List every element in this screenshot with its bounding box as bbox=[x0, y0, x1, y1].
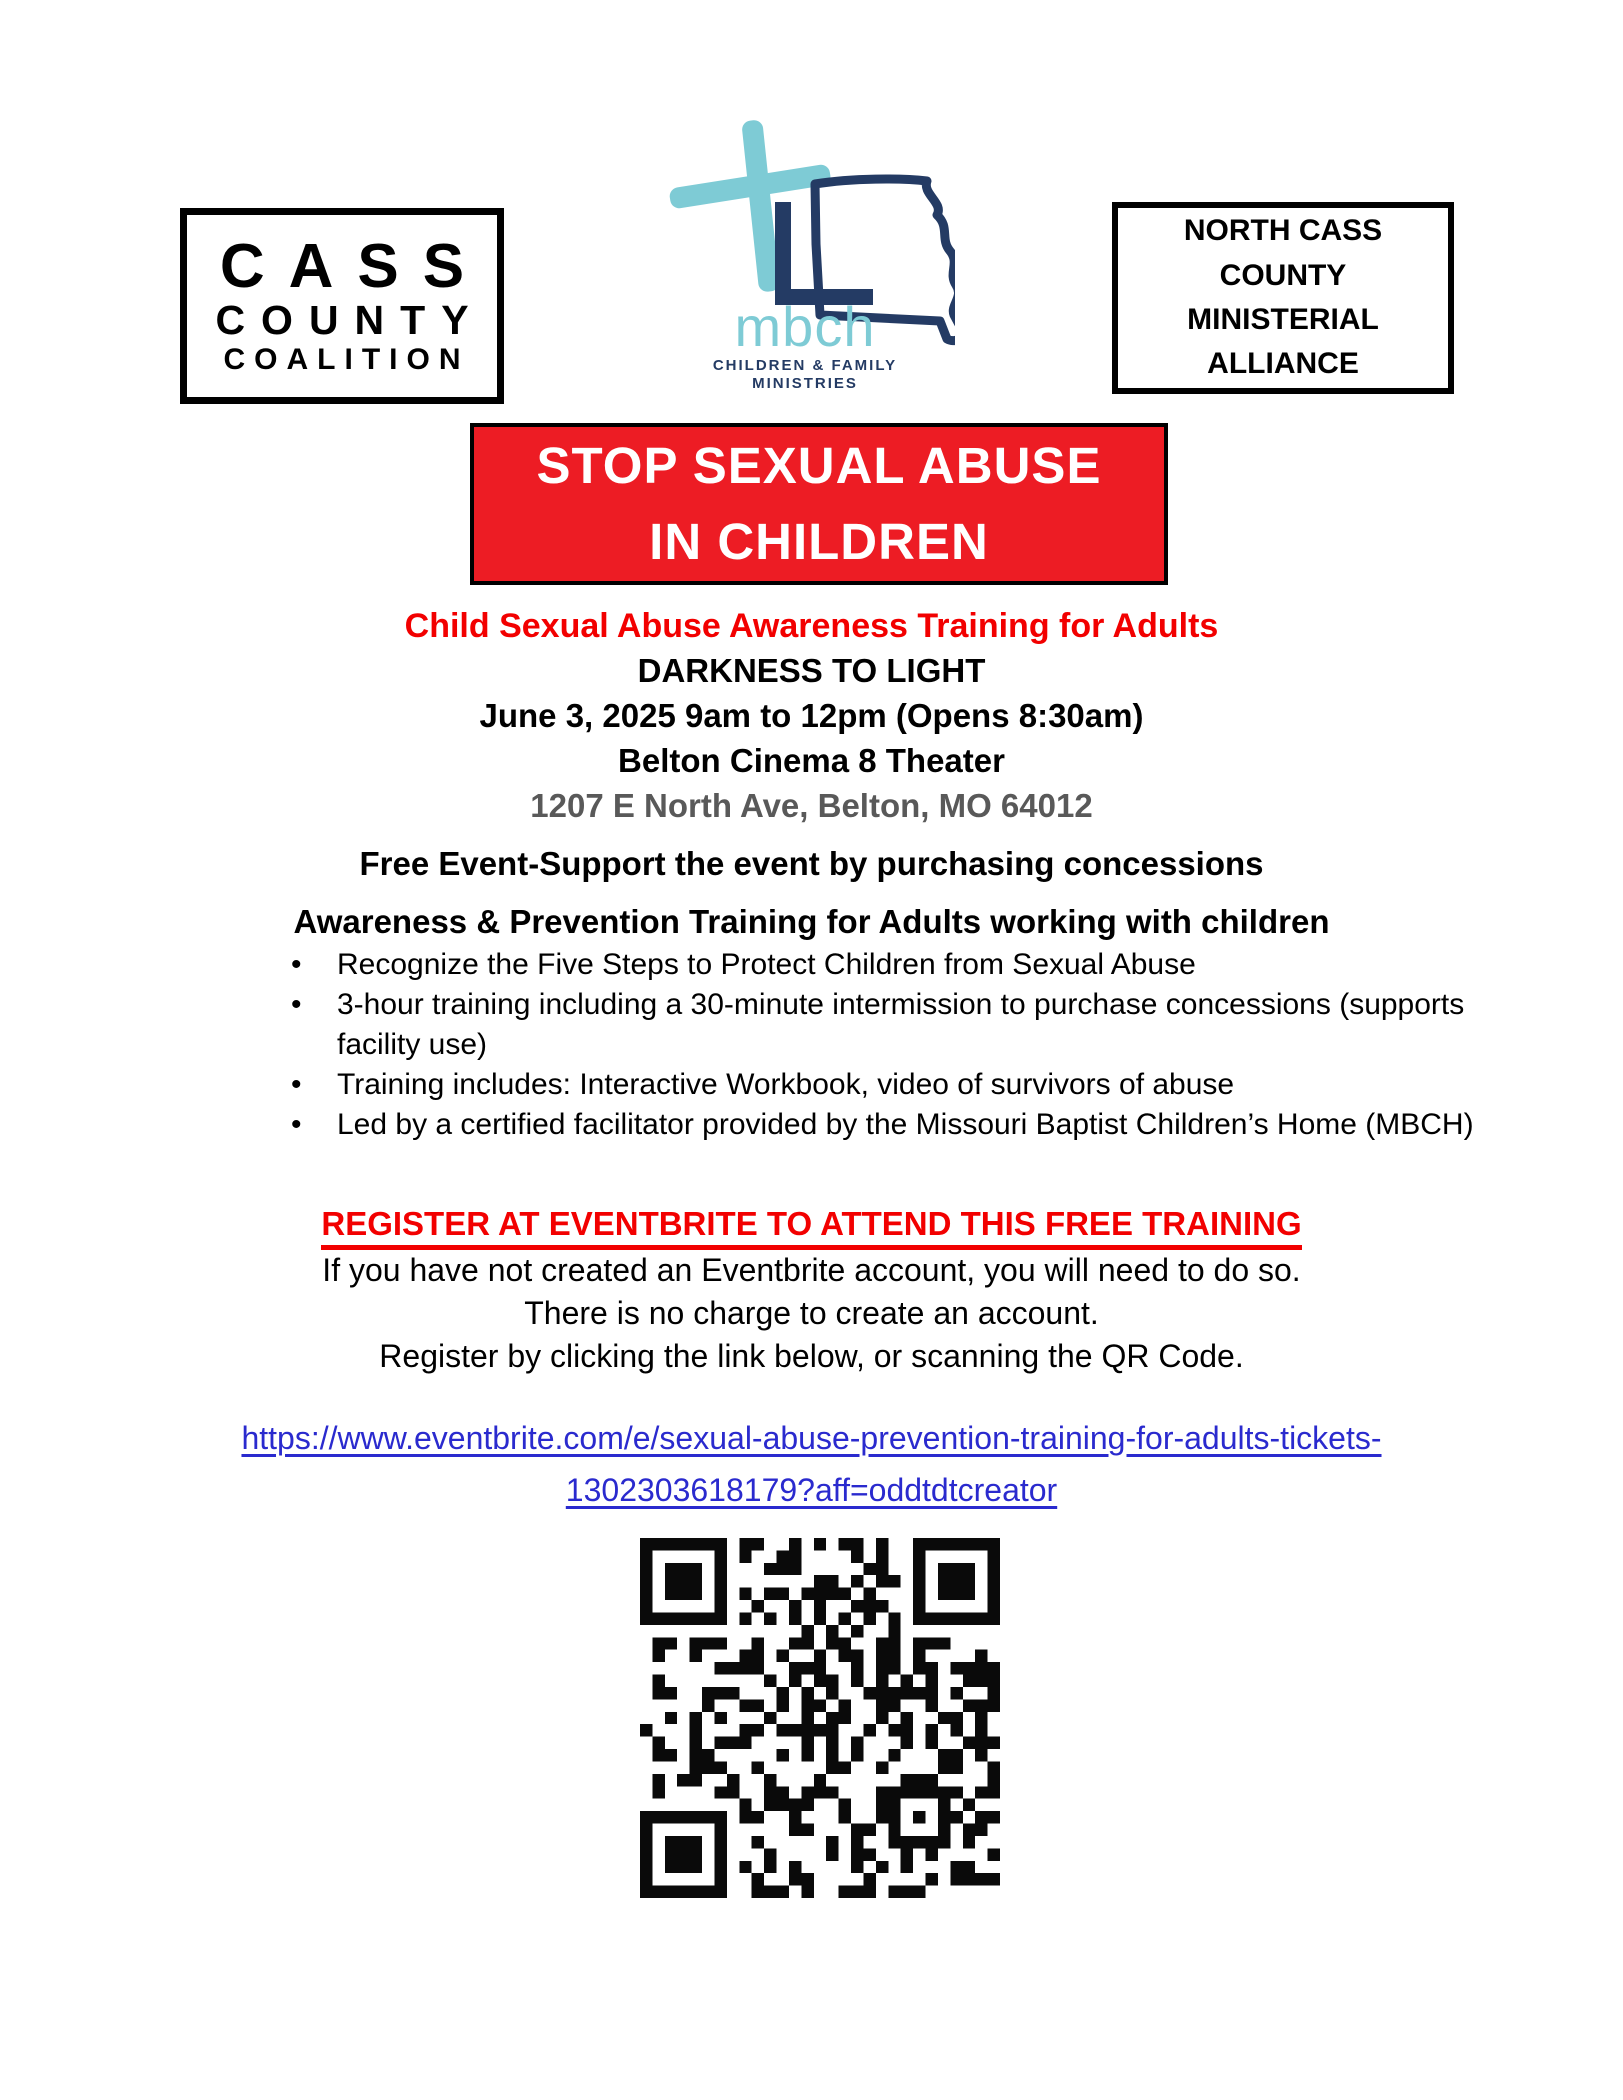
ncma-line3: MINISTERIAL bbox=[1187, 303, 1379, 336]
mbch-wordmark: mbch bbox=[734, 295, 876, 358]
program-name: DARKNESS TO LIGHT bbox=[637, 652, 986, 689]
register-instruction-1: If you have not created an Eventbrite account, you will need to do so. bbox=[322, 1252, 1301, 1288]
banner-line1: STOP SEXUAL ABUSE bbox=[536, 437, 1102, 494]
cass-logo-line3: COALITION bbox=[223, 342, 470, 376]
cass-logo-line1: CASS bbox=[219, 232, 489, 301]
mbch-subline1: CHILDREN & FAMILY bbox=[712, 357, 898, 374]
ncma-line4: ALLIANCE bbox=[1207, 347, 1359, 381]
eventbrite-link-line1[interactable]: https://www.eventbrite.com/e/sexual-abuse-prevention-training-for-adults-tickets- bbox=[241, 1420, 1382, 1456]
details-bullet-list bbox=[285, 945, 1475, 1145]
register-instruction-2: There is no charge to create an account. bbox=[524, 1295, 1099, 1331]
free-event-note: Free Event-Support the event by purchasing concessions bbox=[359, 845, 1264, 882]
mbch-bracket-shape bbox=[783, 202, 873, 297]
subtitle: Child Sexual Abuse Awareness Training for Adults bbox=[404, 607, 1219, 645]
qr-code-image bbox=[640, 1538, 1000, 1898]
cass-county-coalition-logo bbox=[180, 208, 504, 404]
banner-line2: IN CHILDREN bbox=[649, 513, 989, 570]
cass-logo-line2: COUNTY bbox=[215, 297, 485, 344]
eventbrite-link-line2[interactable]: 1302303618179?aff=oddtdtcreator bbox=[565, 1472, 1058, 1508]
bullet-item: • 3-hour training including a 30-minute intermission to purchase concessions (supports facility use) bbox=[285, 985, 1475, 1065]
bullet-item: • Led by a certified facilitator provided by the Missouri Baptist Children’s Home (MBCH) bbox=[285, 1105, 1475, 1145]
details-heading: Awareness & Prevention Training for Adults working with children bbox=[293, 903, 1330, 940]
ncma-line1: NORTH CASS bbox=[1183, 214, 1383, 248]
bullet-item: • Recognize the Five Steps to Protect Children from Sexual Abuse bbox=[285, 945, 1475, 985]
qr-code-graphic bbox=[640, 1538, 1000, 1898]
event-datetime: June 3, 2025 9am to 12pm (Opens 8:30am) bbox=[479, 697, 1144, 734]
cross-icon bbox=[668, 119, 831, 292]
ministerial-alliance-box bbox=[1112, 202, 1454, 394]
mbch-subline2: MINISTRIES bbox=[752, 375, 858, 392]
event-address: 1207 E North Ave, Belton, MO 64012 bbox=[530, 787, 1093, 824]
event-venue: Belton Cinema 8 Theater bbox=[618, 742, 1005, 779]
register-headline-text: REGISTER AT EVENTBRITE TO ATTEND THIS FREE TRAINING bbox=[321, 1205, 1301, 1250]
register-headline bbox=[0, 1205, 1623, 1243]
ncma-line2: COUNTY bbox=[1219, 258, 1347, 292]
bullet-item: • Training includes: Interactive Workbook, video of survivors of abuse bbox=[285, 1065, 1475, 1105]
mbch-logo-graphic bbox=[655, 114, 955, 398]
register-instruction-3: Register by clicking the link below, or scanning the QR Code. bbox=[379, 1338, 1244, 1374]
mbch-logo bbox=[655, 114, 955, 398]
title-banner bbox=[470, 423, 1168, 585]
eventbrite-link[interactable] bbox=[0, 1412, 1623, 1516]
